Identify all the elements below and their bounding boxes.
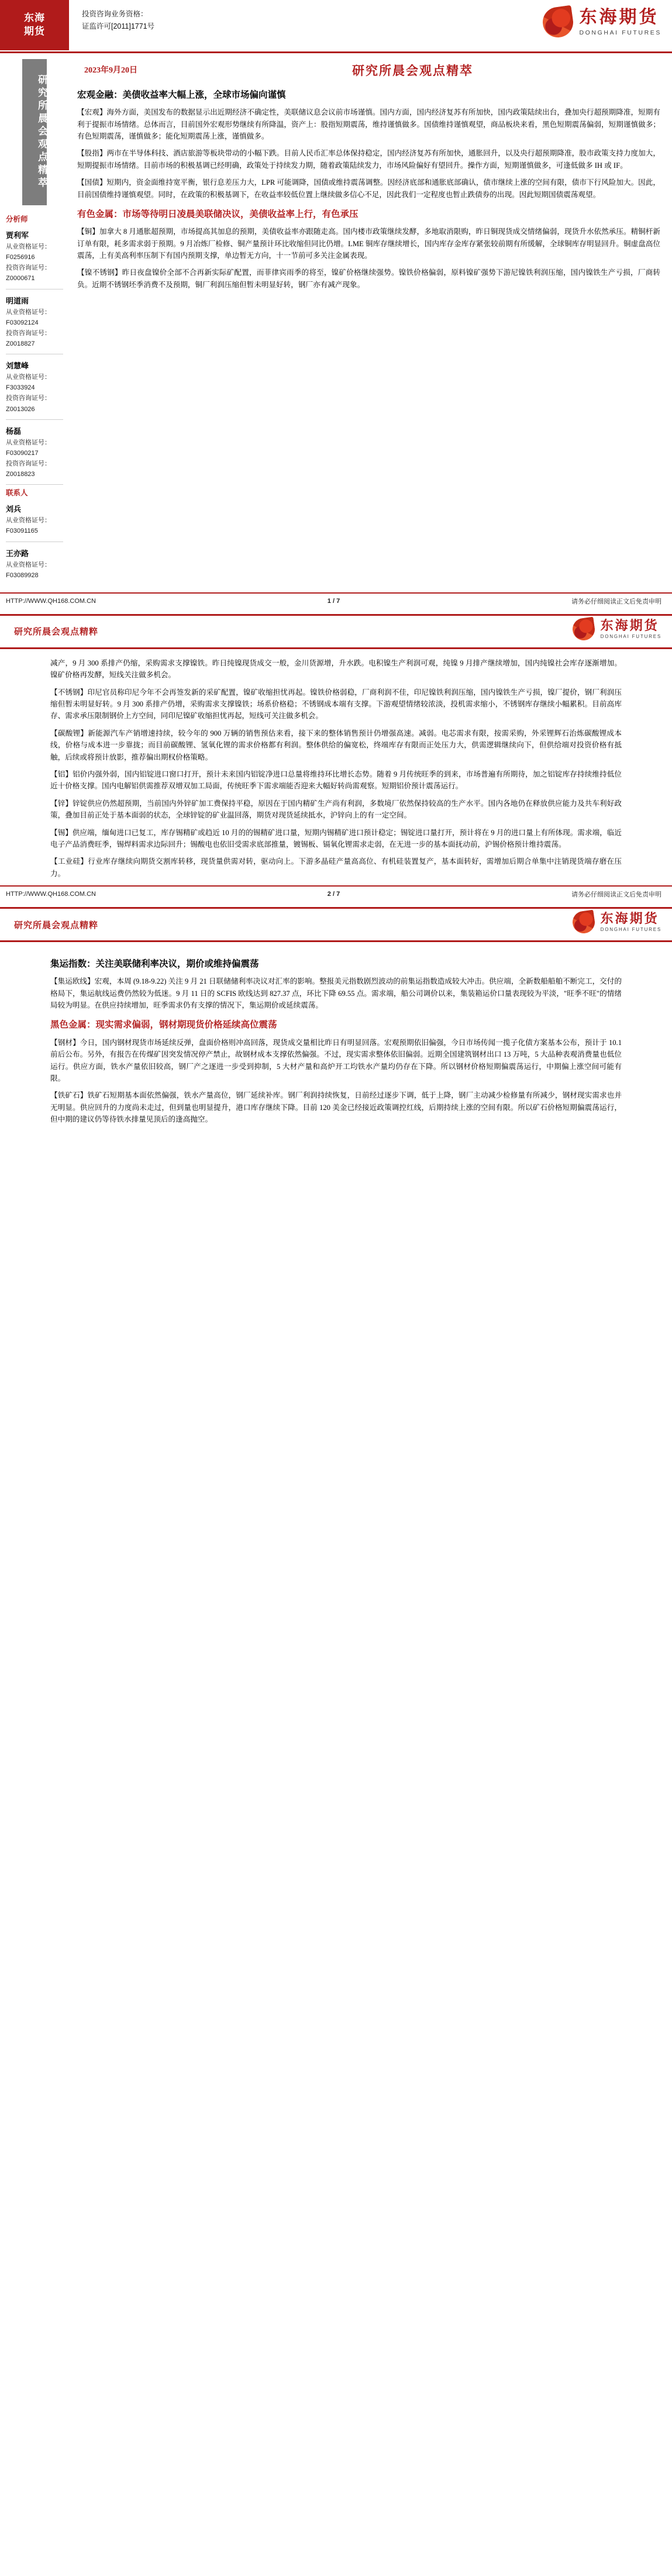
qualification-line-2: 证监许可[2011]1771号 (82, 22, 155, 31)
page-1-header (0, 0, 672, 50)
section-heading-shipping: 集运指数：关注美联储利率决议，期价或维持偏震荡 (50, 959, 259, 970)
page-number: 1 / 7 (327, 597, 340, 605)
page-2-header (0, 616, 672, 647)
paragraph: 【股指】两市在半导体科技、酒店旅游等板块带动的小幅下跌。目前人民币汇率总体保持稳定，国内经济复苏有所加快，通胀回升，以及央行超预期降准，股市政策支持力度加大，短期提振市场情绪。目前市场的积极基调已经明确，政策处于持续发力期，随着政策陆续发力，市场风险偏好有望回升。操作方面，短期谨慎做多，可逢低做多 IH 或 IF。 (77, 149, 660, 170)
contact-item (6, 503, 66, 536)
analyst-name: 贾利军 (6, 231, 29, 240)
logo-text-bottom: 期货 (24, 26, 45, 37)
page-3 (0, 907, 672, 1134)
page-1-footer (0, 592, 672, 611)
section-heading-nonferrous: 有色金属：市场等待明日凌晨美联储决议，美债收益率上行，有色承压 (77, 209, 359, 219)
title-row (77, 58, 660, 81)
report-date: 2023年9月20日 (84, 66, 137, 75)
running-header-title: 研究所晨会观点精粹 (14, 627, 99, 637)
qualification-line-1: 投资咨询业务资格： (82, 10, 148, 18)
paragraph: 【工业硅】行业库存继续向期货交割库转移，现货量供需对转，驱动向上。下游多晶硅产量高高位、有机硅装置复产，基本面转好，需增加后期合单集中注销现货端存磨在压力。 (50, 857, 622, 878)
analyst-cert: 投资咨询证号：Z0000671 (6, 264, 51, 282)
contact-cert: 从业资格证号：F03089928 (6, 561, 51, 579)
page-1-content (69, 53, 672, 587)
contact-name: 王亦路 (6, 549, 29, 558)
analyst-item (6, 425, 66, 480)
page-3-header (0, 909, 672, 940)
contact-name: 刘兵 (6, 505, 22, 514)
qualification-block (82, 8, 154, 33)
analyst-cert: 投资咨询证号：Z0013026 (6, 395, 51, 413)
analyst-section-label: 分析师 (6, 215, 28, 223)
paragraph: 【铜】加拿大 8 月通胀超预期，市场提高其加息的预期，美债收益率亦跟随走高。国内楼市政策继续发酵，多地取消限购，昨日铜现货成交情绪偏弱，现货升水依然承压。精铜杆新订单有限，耗多需求弱于预期。9 月冶炼厂检修、铜产量预计环比收缩但同比仍增。LME 铜库存继续增长，国内库存金库存紧张较前期有所缓解，全球铜库存明显回升。铜虚盘高位震荡，上有美高利率压制下有国内预期支撑，单边暂无方向，十一节前可多关注金属表现。 (77, 227, 660, 260)
page-title: 研究所晨会观点精萃 (352, 64, 473, 78)
paragraph: 【镍不锈钢】昨日夜盘镍价全部不合再新实际矿配置，而菲律宾雨季的将至，镍矿价格继续强势。镍铁价格偏弱，原料镍矿强势下游尼镍铁利润压缩，国内镍铁生产亏损，厂商转负。近期不锈钢坯季消费不及预期，铜厂利润压缩但暂未明显好转，钢厂亦有减产现象。 (77, 268, 660, 289)
paragraph: 【铁矿石】铁矿石短期基本面依然偏强，铁水产量高位，钢厂延续补库。钢厂利润持续恢复，日前经过逐步下调，低于上降，钢厂主动减少检修量有所减少，钢材现实需求也并无明显。供应回升的力度尚未走过，但到量也明显提升，港口库存继续下降。目前 120 美金已经接近政策调控红线，后期持续上涨的空间有限。所以矿石价格短期偏震荡运行，但中期的建议仍等待铁水排量见顶后的逢高抛空。 (50, 1091, 622, 1124)
page-1-body (0, 53, 672, 587)
contact-item (6, 547, 66, 581)
footer-disclaimer: 请务必仔细阅读正文后免责申明 (571, 891, 661, 899)
paragraph: 【集运欧线】宏观，本周 (9.18-9.22) 关注 9 月 21 日联储储利率决议对汇率的影响。整报美元指数剧烈波动的前集运指数造成较大冲击。供应端，全新数船船舶不断完工，交付的格局下，集运航线运费仍然较为低迷。9 月 11 日的 SCFIS 欧线达到 827.37 点，环比下降 69.55 点。需求端，船公司调价以来，集装箱运价口量表现较为平淡，"旺季不旺"的情绪局较为明显。在供应持续增加，旺季需求仍有支撑的情况下，集运期价或延续震荡。 (50, 977, 622, 1010)
running-header-title: 研究所晨会观点精粹 (14, 920, 99, 930)
analyst-item (6, 360, 66, 415)
divider (6, 484, 63, 485)
footer-disclaimer: 请务必仔细阅读正文后免责申明 (571, 598, 661, 605)
horse-logo-icon (573, 911, 595, 933)
paragraph: 【铝】铝价内强外弱，国内铝锭进口窗口打开，预计未来国内铝锭净进口总量将维持环比增长态势。随着 9 月传统旺季的到来，市场普遍有所期待，加之铝锭库存持续维持低位近十价格支撑。国内电解铝供需推荐双增双加工局面，传统旺季下需求端能否迎来大幅好转尚需观察。短期铝价预计震荡运行。 (50, 770, 622, 791)
brand-name-cn: 东海期货 (600, 911, 659, 926)
contact-section-label: 联系人 (6, 489, 28, 498)
horse-logo-icon (543, 7, 573, 37)
analyst-name: 明道雨 (6, 296, 29, 305)
paragraph: 【锌】锌锭供应仍然超预期，当前国内外锌矿加工费保持平稳，原因在于国内精矿生产尚有利润，多数境厂依然保持较高的生产水平。国内各地仍在释放供应能力及共车利好政策，叠加目前正处于基本面弱的状态，全球锌锭的矿业温回落，期货对现货延续抵水，沪锌向上的有一定空间。 (50, 799, 622, 820)
sidebar-title: 研究所晨会观点精萃 (22, 59, 47, 205)
logo-text-top: 东海 (24, 12, 45, 24)
analyst-cert: 从业资格证号：F3033924 (6, 374, 51, 392)
logo-box (0, 0, 69, 50)
horse-logo-icon (573, 618, 595, 640)
brand-name-en: DONGHAI FUTURES (579, 29, 661, 36)
paragraph: 【钢材】今日，国内钢材现货市场延续反弹，盘面价格则冲高回落，现货成交量相比昨日有明显回落。宏观预期依旧偏强，今日市场传闻一揽子化债方案基本公布，预计于 10.1 前后公布。另外，有报告在传煤矿因突发情况停产禁止，故钢材成本支撑依然偏强。不过，现实需求整体依旧偏弱。近期全国建筑钢材出口 13 万吨，5 大品种表观消费量也低位运行。供应方面，铁水产量依旧较高，钢厂产之逐进一步受到抑制，5 大材产量和高炉开工均铁水产量均仍存在下降。所以钢材价格短期偏震荡运行，中期偏上涨空间可能有限。 (50, 1038, 622, 1082)
paragraph: 【碳酸锂】新能源汽车产销增速持续，较今年的 900 万辆的销售预估来看，接下来的整体销售预计仍增强高速。减弱。电芯需求有限，按需采购，外采锂辉石治炼碳酸锂成本线，价格与成本进一步靠拢；而目前碳酸锂、氢氧化锂的需求价格都有利润。整体供给的偏宽松，终端库存有限而正处压力大，供需逻辑继续向下，但供给端对投资价格有抵触，后续或将预计放影，推荐偏出期权价格策略。 (50, 729, 622, 761)
page-2 (0, 614, 672, 907)
section-heading-ferrous: 黑色金属：现实需求偏弱，钢材期现货价格延续高位震荡 (50, 1020, 277, 1030)
analyst-name: 杨磊 (6, 426, 22, 436)
footer-url[interactable]: HTTP://WWW.QH168.COM.CN (6, 597, 96, 605)
divider (6, 419, 63, 420)
brand-name-cn: 东海期货 (600, 618, 659, 633)
analyst-cert: 从业资格证号：F03090217 (6, 439, 51, 457)
page-2-content (0, 649, 672, 880)
brand-name-en: DONGHAI FUTURES (600, 633, 661, 639)
analyst-item (6, 229, 66, 284)
analyst-name: 刘慧峰 (6, 361, 29, 371)
paragraph: 【不锈钢】印尼官员称印尼今年不会再签发新的采矿配置，镍矿收缩担忧再起。镍铁价格弱稳，厂商利润不佳，印尼镍铁利润压缩，国内镍铁生产亏损，镍厂提价，钢厂利润压缩但暂未明显好转。9 月 300 系排产仍增，采购需求支撑镍铁；场系价格稳；不锈钢成本端有支撑。下游观望情绪较浓淡，投机需求缩小，不锈钢库存继续小幅累积。目前高库存、需求承压限制钢价上方空间，同印尼镍矿收缩担忧再起，短线可关注做多机会。 (50, 688, 622, 720)
analyst-list (0, 205, 69, 587)
sidebar (0, 53, 69, 587)
paragraph: 【国债】短期内，资金面维持宽平衡，银行息差压力大，LPR 可能调降，国债或维持震荡调整。因经济底部和通胀底部确认，债市继续上涨的空间有限，债市下行风险加大。因此，目前国债维持谨慎观望。同时，在政策的积极基调下，在收益率较低位置上继续做多信心不足，因此我们一定程度也暂止跌债券的出现。因此短期国债震荡观望。 (77, 178, 660, 199)
brand-block (573, 618, 661, 640)
contact-cert: 从业资格证号：F03091165 (6, 517, 51, 535)
paragraph: 【锡】供应端，缅甸进口已复工，库存锡精矿或趋近 10 月的的锡精矿进口量，短期内锡精矿进口预计稳定；锡锭进口量打开，预计将在 9 月的进口量上有所体现。需求端，临近电子产品消费旺季，锡焊料需求边际回升；锡酸电也依旧受需求底部推量，镀锡板、镉氧化锂需求走弱，在无进一步的基本面抚动前，沪锡价格预计维持震荡。 (50, 828, 622, 849)
brand-block (573, 911, 661, 933)
page-3-content (0, 942, 672, 1125)
paragraph: 【宏观】海外方面，美国发布的数据显示出近期经济不确定性，美联储议息会议前市场谨慎。国内方面，国内经济复苏有所加快，国内政策陆续出台，叠加央行超预期降准，短期有利于提振市场情绪。总体而言，目前国外宏观形势继续有所降温，资产上：股指短期震荡，维持谨慎做多。国债维持谨慎观望，商品板块来看，黑色短期震荡偏弱，短期谨慎做多；有色短期震荡，谨慎做多；能化短期震荡上涨，谨慎做多。 (77, 108, 660, 141)
footer-url[interactable]: HTTP://WWW.QH168.COM.CN (6, 891, 96, 898)
page-number: 2 / 7 (327, 891, 340, 898)
analyst-cert: 从业资格证号：F03092124 (6, 308, 51, 326)
analyst-item (6, 295, 66, 350)
analyst-cert: 投资咨询证号：Z0018827 (6, 329, 51, 347)
page-1 (0, 0, 672, 614)
page-2-footer (0, 885, 672, 904)
analyst-cert: 投资咨询证号：Z0018823 (6, 460, 51, 478)
analyst-cert: 从业资格证号：F0256916 (6, 243, 51, 261)
brand-name-cn: 东海期货 (579, 7, 659, 27)
paragraph: 减产，9 月 300 系排产仍缩，采购需求支撑镍铁。昨日纯镍现货成交一般，金川货源增，升水跌。电积镍生产利润可观，纯镍 9 月排产继续增加，国内纯镍社会库存逐渐增加。镍矿价格再发酵，短线关注做多机会。 (50, 658, 622, 680)
brand-name-en: DONGHAI FUTURES (600, 927, 661, 933)
section-heading-macro: 宏观金融：美债收益率大幅上涨，全球市场偏向谨慎 (77, 90, 286, 100)
brand-block (543, 7, 661, 37)
